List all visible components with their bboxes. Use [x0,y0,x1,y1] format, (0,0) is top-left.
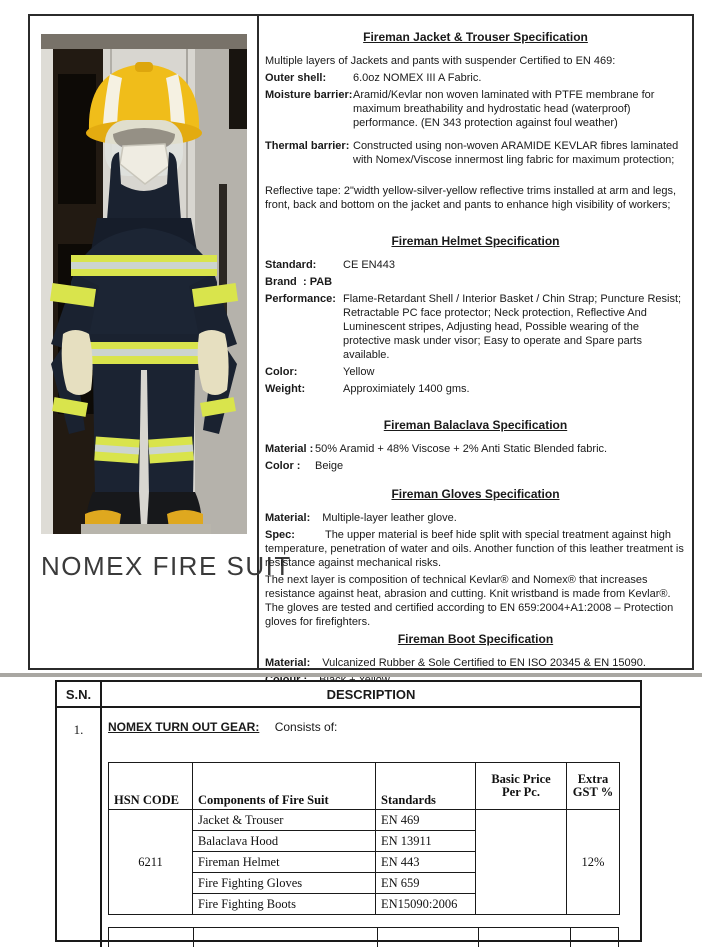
gloves-material-label: Material: [265,512,311,524]
helmet-performance-label: Performance: [265,293,336,305]
balaclava-color-row [265,459,686,473]
helmet-brand-value: : PAB [303,276,333,288]
thermal-barrier-row [265,139,686,167]
gloves-material-line [265,511,686,525]
jacket-intro: Multiple layers of Jackets and pants with suspender Certified to EN 469: [265,55,616,67]
gloves-extra-text: The next layer is composition of technical Kevlar® and Nomex® that increases resistance against heat, abrasion and cutting. Knit wristband is made from Kevlar®. The gloves are tested and certified according to EN 659:2004+A1:2008 – Protection gloves for firefighters. [265,574,674,628]
helmet-standard-label: Standard: [265,259,317,271]
helmet-standard-row [265,258,686,272]
reflective-tape-text: Reflective tape: 2"width yellow-silver-yellow reflective trims installed at arm and legs, front, back and bottom on the jacket and pants to enhance high visibility of workers; [265,185,677,211]
description-header-cell: DESCRIPTION [326,686,416,702]
hsn-code-header: HSN CODE [109,763,193,810]
gloves-spec-title: Fireman Gloves Specification [391,487,560,501]
row-number-cell: 1. [57,708,102,947]
thermal-barrier-value: Constructed using non-woven ARAMIDE KEVLAR fibres laminated with Nomex/Viscose innermost ling fabric for maximum protection; [353,140,679,166]
helmet-spec-title: Fireman Helmet Specification [391,234,560,248]
balaclava-material-label: Material : [265,443,314,455]
component-cell: Fire Fighting Gloves [193,873,376,894]
moisture-barrier-row [265,88,686,130]
standards-header: Standards [376,763,476,810]
standard-cell: EN15090:2006 [376,894,476,915]
balaclava-spec-title: Fireman Balaclava Specification [383,418,568,432]
hsn-code-cell: 6211 [109,810,193,915]
component-cell: Jacket & Trouser [193,810,376,831]
extra-gst-header: Extra GST % [567,763,620,810]
extra-gst-cell: 12% [567,810,620,915]
helmet-performance-value: Flame-Retardant Shell / Interior Basket / Chin Strap; Puncture Resist; Retractable PC face protector; Neck protection, Reflective And Luminescent stripes, Adjusting head, Possible wearing of the protective mask under visor; Easy to operate and Spare parts available. [343,293,682,361]
moisture-barrier-label: Moisture barrier: [265,89,353,101]
row-description-cell [102,708,640,947]
balaclava-material-value: 50% Aramid + 48% Viscose + 2% Anti Static Blended fabric. [315,443,608,455]
standard-cell: EN 659 [376,873,476,894]
thermal-barrier-label: Thermal barrier: [265,140,350,152]
component-cell: Balaclava Hood [193,831,376,852]
row-subtitle-text: Consists of: [274,720,338,734]
helmet-color-label: Color: [265,366,298,378]
gloves-spec-label: Spec: [265,529,295,541]
specification-box [28,14,694,670]
helmet-brand-label: Brand [265,276,297,288]
boot-spec-title: Fireman Boot Specification [397,632,554,646]
helmet-standard-value: CE EN443 [343,259,395,271]
helmet-color-row [265,365,686,379]
gloves-spec-value: The upper material is beef hide split with special treatment against high temperature, penetration of water and oils. Another function of this leather treatment is resistance against mechanical risks. [265,529,684,569]
outer-shell-label: Outer shell: [265,72,327,84]
basic-price-header: Basic Price Per Pc. [476,763,567,810]
component-header: Components of Fire Suit [193,763,376,810]
helmet-weight-label: Weight: [265,383,306,395]
balaclava-material-row [265,442,686,456]
row-title-line [108,720,636,734]
helmet-brand-row [265,275,686,289]
gloves-spec-line [265,528,686,570]
balaclava-color-label: Color : [265,460,301,472]
component-row [109,810,620,831]
helmet-performance-row [265,292,686,362]
sn-header-cell: S.N. [57,682,102,706]
components-table [108,762,620,915]
order-table-header [57,682,640,708]
component-cell: Fireman Helmet [193,852,376,873]
balaclava-color-value: Beige [315,460,344,472]
order-table-row-1 [57,708,640,947]
helmet-color-value: Yellow [343,366,375,378]
boot-material-line [265,656,686,670]
boot-material-value: Vulcanized Rubber & Sole Certified to EN ISO 20345 & EN 15090. [322,657,646,669]
component-cell: Fire Fighting Boots [193,894,376,915]
spec-column [259,16,692,668]
gloves-material-value: Multiple-layer leather glove. [322,512,457,524]
helmet-weight-value: Approximiately 1400 gms. [343,383,470,395]
basic-price-cell [476,810,567,915]
outer-shell-value: 6.0oz NOMEX III A Fabric. [353,72,482,84]
outer-shell-row [265,71,686,85]
photo-caption: NOMEX FIRE SUIT [41,551,292,581]
jacket-spec-title: Fireman Jacket & Trouser Specification [363,30,588,44]
box-shadow-divider [0,673,702,677]
standard-cell: EN 443 [376,852,476,873]
components-header-row [109,763,620,810]
fireman-suit-photo [41,34,247,534]
order-table [55,680,642,942]
row-title-text: NOMEX TURN OUT GEAR: [108,720,260,734]
standard-cell: EN 469 [376,810,476,831]
helmet-weight-row [265,382,686,396]
standard-cell: EN 13911 [376,831,476,852]
next-components-table-partial [108,927,619,947]
boot-material-label: Material: [265,657,311,669]
moisture-barrier-value: Aramid/Kevlar non woven laminated with PTFE membrane for maximum breathability and hydrostatic head (waterproof) performance. (EN 343 protection against foul weather) [353,89,655,129]
